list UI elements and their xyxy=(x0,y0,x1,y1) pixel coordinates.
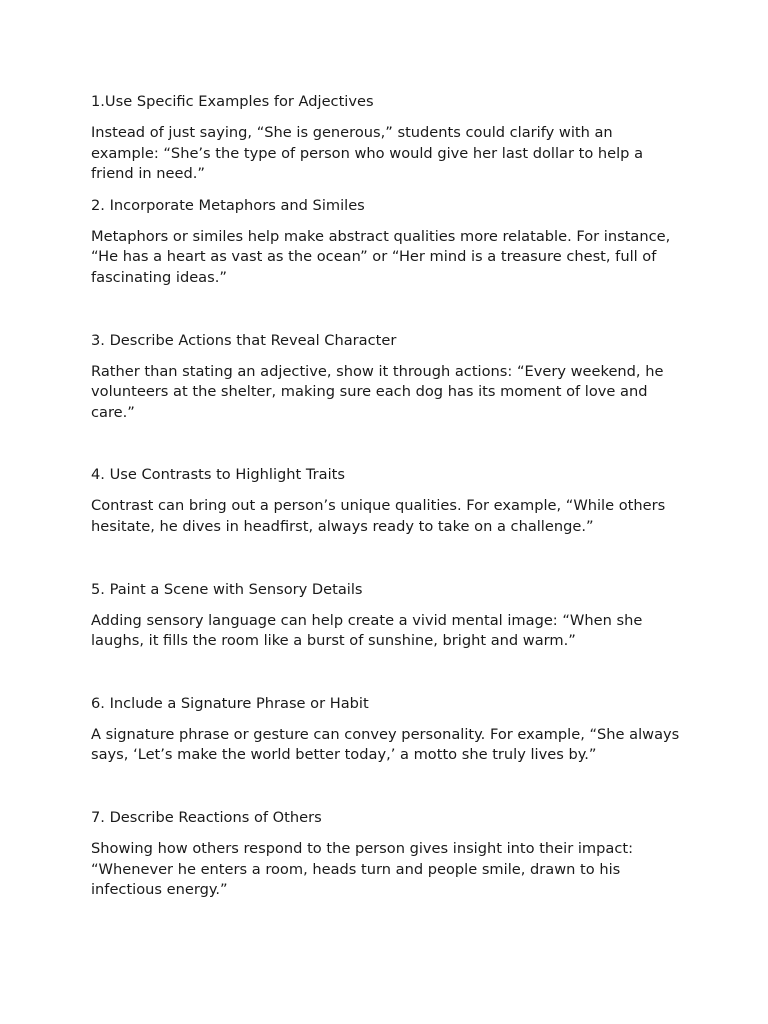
section-body: A signature phrase or gesture can convey personality. For example, “She always says, ‘Let’s make the world better today,’ a motto she truly lives by.” xyxy=(91,725,680,764)
section-body: Contrast can bring out a person’s unique qualities. For example, “While others hesitate, he dives in headfirst, always ready to take on a challenge.” xyxy=(91,497,666,535)
section-4 xyxy=(91,465,681,537)
section-3 xyxy=(91,331,681,424)
section-heading: 7. Describe Reactions of Others xyxy=(91,808,322,826)
section-heading: 6. Include a Signature Phrase or Habit xyxy=(91,694,369,712)
section-heading: 4. Use Contrasts to Highlight Traits xyxy=(91,466,345,484)
section-body: Instead of just saying, “She is generous,” students could clarify with an example: “She’s the type of person who would give her last dollar to help a friend in need.” xyxy=(91,124,644,183)
section-heading: 3. Describe Actions that Reveal Character xyxy=(91,331,397,349)
section-body: Metaphors or similes help make abstract qualities more relatable. For instance, “He has a heart as vast as the ocean” or “Her mind is a treasure chest, full of fascinating ideas.” xyxy=(91,227,671,286)
section-5 xyxy=(91,580,681,652)
section-7 xyxy=(91,808,681,901)
section-2 xyxy=(91,196,681,289)
section-6 xyxy=(91,694,681,766)
section-body: Showing how others respond to the person gives insight into their impact: “Whenever he enters a room, heads turn and people smile, drawn to his infectious energy.” xyxy=(91,839,633,899)
document-page xyxy=(91,92,681,901)
section-heading: 2. Incorporate Metaphors and Similes xyxy=(91,196,365,214)
section-heading: 1.Use Specific Examples for Adjectives xyxy=(91,93,374,110)
section-body: Rather than stating an adjective, show it through actions: “Every weekend, he volunteers at the shelter, making sure each dog has its moment of love and care.” xyxy=(91,362,664,421)
section-1 xyxy=(91,92,681,185)
section-body: Adding sensory language can help create a vivid mental image: “When she laughs, it fills the room like a burst of sunshine, bright and warm.” xyxy=(91,611,643,650)
section-heading: 5. Paint a Scene with Sensory Details xyxy=(91,580,363,598)
